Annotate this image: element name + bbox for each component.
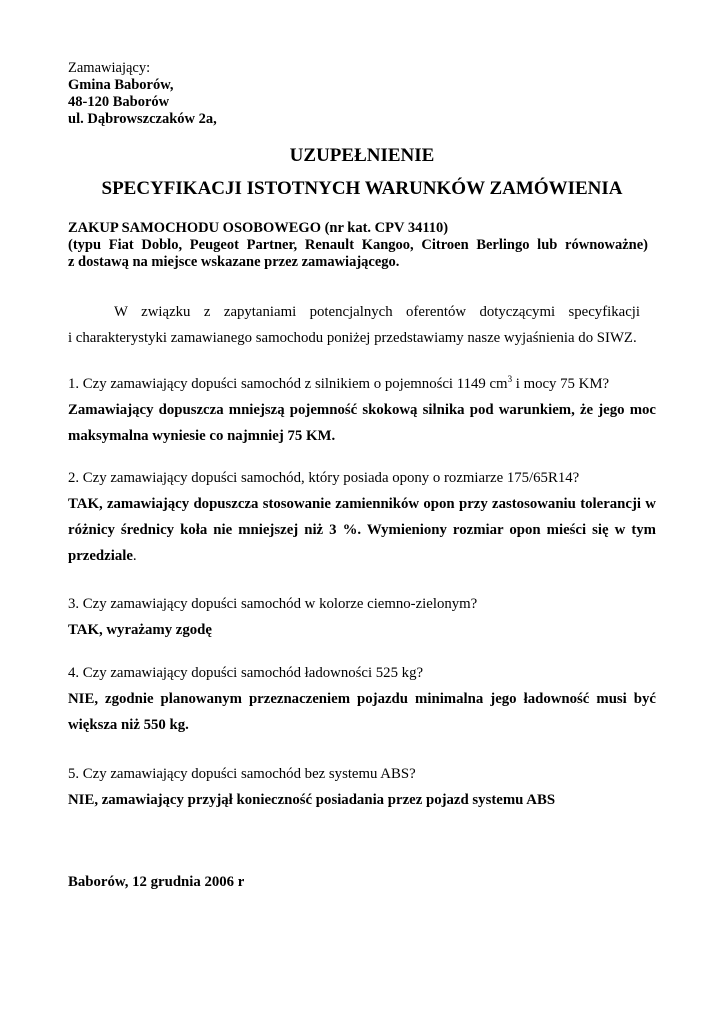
- answer-line: maksymalna wyniesie co najmniej 75 KM.: [68, 428, 336, 444]
- question: 3. Czy zamawiający dopuści samochód w kolorze ciemno-zielonym?: [68, 596, 478, 612]
- authority-street: ul. Dąbrowszczaków 2a,: [68, 111, 217, 127]
- answer-period: .: [132, 548, 137, 564]
- answer-line: NIE, zgodnie planowanym przeznaczeniem pojazdu minimalna jego ładowność musi być: [68, 691, 656, 707]
- question: [68, 371, 656, 397]
- qa-item: [68, 465, 656, 569]
- question-text: 1. Czy zamawiający dopuści samochód z silnikiem o pojemności 1149 cm: [68, 376, 508, 392]
- answer-text: przedziale: [68, 548, 133, 564]
- qa-item: [68, 591, 656, 643]
- contracting-authority: [68, 60, 217, 128]
- question-text: i mocy 75 KM?: [512, 376, 610, 392]
- document-title: UZUPEŁNIENIE: [289, 145, 435, 166]
- document-subtitle: SPECYFIKACJI ISTOTNYCH WARUNKÓW ZAMÓWIENIA: [101, 178, 623, 199]
- document-date: Baborów, 12 grudnia 2006 r: [68, 874, 245, 890]
- answer-line: większa niż 550 kg.: [68, 717, 189, 733]
- answer-line: TAK, zamawiający dopuszcza stosowanie zamienników opon przy zastosowaniu tolerancji w: [68, 496, 656, 512]
- question: 2. Czy zamawiający dopuści samochód, który posiada opony o rozmiarze 175/65R14?: [68, 470, 580, 486]
- subject-line: ZAKUP SAMOCHODU OSOBOWEGO (nr kat. CPV 34110): [68, 220, 449, 236]
- qa-item: [68, 371, 656, 449]
- order-subject: [68, 220, 648, 271]
- answer-line: Zamawiający dopuszcza mniejszą pojemność skokową silnika pod warunkiem, że jego moc: [68, 402, 656, 418]
- answer-line: NIE, zamawiający przyjął konieczność posiadania przez pojazd systemu ABS: [68, 792, 556, 808]
- answer-line: [68, 543, 656, 569]
- intro-paragraph: [68, 299, 640, 351]
- qa-item: [68, 660, 656, 738]
- superscript: 3: [507, 374, 513, 385]
- qa-item: [68, 761, 656, 813]
- intro-line: i charakterystyki zamawianego samochodu poniżej przedstawiamy nasze wyjaśnienia do SIWZ.: [68, 330, 637, 346]
- authority-postal: 48-120 Baborów: [68, 94, 170, 110]
- subject-line: z dostawą na miejsce wskazane przez zamawiającego.: [68, 254, 400, 270]
- answer-line: różnicy średnicy koła nie mniejszej niż 3 %. Wymieniony rozmiar opon mieści się w tym: [68, 522, 656, 538]
- question: 5. Czy zamawiający dopuści samochód bez systemu ABS?: [68, 766, 416, 782]
- intro-line: W związku z zapytaniami potencjalnych oferentów dotyczącymi specyfikacji: [114, 304, 640, 320]
- authority-name: Gmina Baborów,: [68, 77, 174, 93]
- authority-label: Zamawiający:: [68, 60, 151, 76]
- answer-line: TAK, wyrażamy zgodę: [68, 622, 212, 638]
- question: 4. Czy zamawiający dopuści samochód ładowności 525 kg?: [68, 665, 424, 681]
- subject-line: (typu Fiat Doblo, Peugeot Partner, Renault Kangoo, Citroen Berlingo lub równoważne): [68, 237, 648, 253]
